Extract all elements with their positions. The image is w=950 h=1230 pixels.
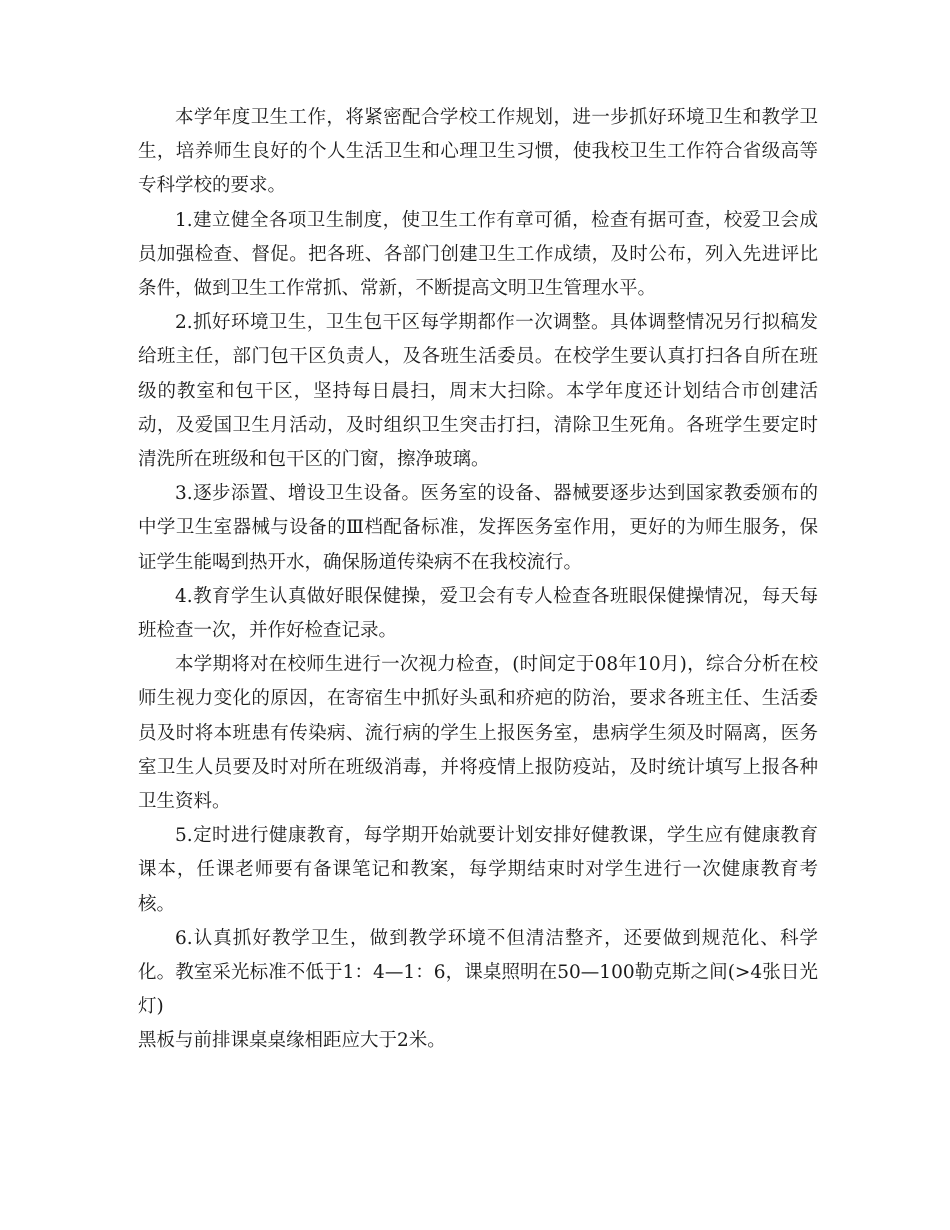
item-3-paragraph: 3.逐步添置、增设卫生设备。医务室的设备、器械要逐步达到国家教委颁布的中学卫生室器械与设备的Ⅲ档配备标准，发挥医务室作用，更好的为师生服务，保证学生能喝到热开水，确保肠道传染病不在我校流行。 xyxy=(138,483,818,573)
blackboard-distance-line: 黑板与前排课桌桌缘相距应大于2米。 xyxy=(138,1030,446,1052)
item-1-paragraph: 1.建立健全各项卫生制度，使卫生工作有章可循，检查有据可查，校爱卫会成员加强检查、督促。把各班、各部门创建卫生工作成绩，及时公布，列入先进评比条件，做到卫生工作常抓、常新，不断提高文明卫生管理水平。 xyxy=(138,209,818,300)
document-body xyxy=(138,101,818,1059)
vision-check-paragraph: 本学期将对在校师生进行一次视力检查，(时间定于08年10月)，综合分析在校师生视力变化的原因，在寄宿生中抓好头虱和疥疤的防治，要求各班主任、生活委员及时将本班患有传染病、流行病的学生上报医务室，患病学生须及时隔离，医务室卫生人员要及时对所在班级消毒，并将疫情上报防疫站，及时统计填写上报各种卫生资料。 xyxy=(138,654,818,813)
item-6-paragraph: 6.认真抓好教学卫生，做到教学环境不但清洁整齐，还要做到规范化、科学化。教室采光标准不低于1：4—1：6，课桌照明在50—100勒克斯之间(>4张日光灯) xyxy=(138,927,818,1018)
item-5-paragraph: 5.定时进行健康教育，每学期开始就要计划安排好健教课，学生应有健康教育课本，任课老师要有备课笔记和教案，每学期结束时对学生进行一次健康教育考核。 xyxy=(138,825,818,915)
item-2-paragraph: 2.抓好环境卫生，卫生包干区每学期都作一次调整。具体调整情况另行拟稿发给班主任，部门包干区负责人，及各班生活委员。在校学生要认真打扫各自所在班级的教室和包干区，坚持每日晨扫，周末大扫除。本学年度还计划结合市创建活动，及爱国卫生月活动，及时组织卫生突击打扫，清除卫生死角。各班学生要定时清洗所在班级和包干区的门窗，擦净玻璃。 xyxy=(138,312,818,471)
intro-paragraph: 本学年度卫生工作，将紧密配合学校工作规划，进一步抓好环境卫生和教学卫生，培养师生良好的个人生活卫生和心理卫生习惯，使我校卫生工作符合省级高等专科学校的要求。 xyxy=(138,107,818,197)
item-4-paragraph: 4.教育学生认真做好眼保健操，爱卫会有专人检查各班眼保健操情况，每天每班检查一次，并作好检查记录。 xyxy=(138,585,818,642)
